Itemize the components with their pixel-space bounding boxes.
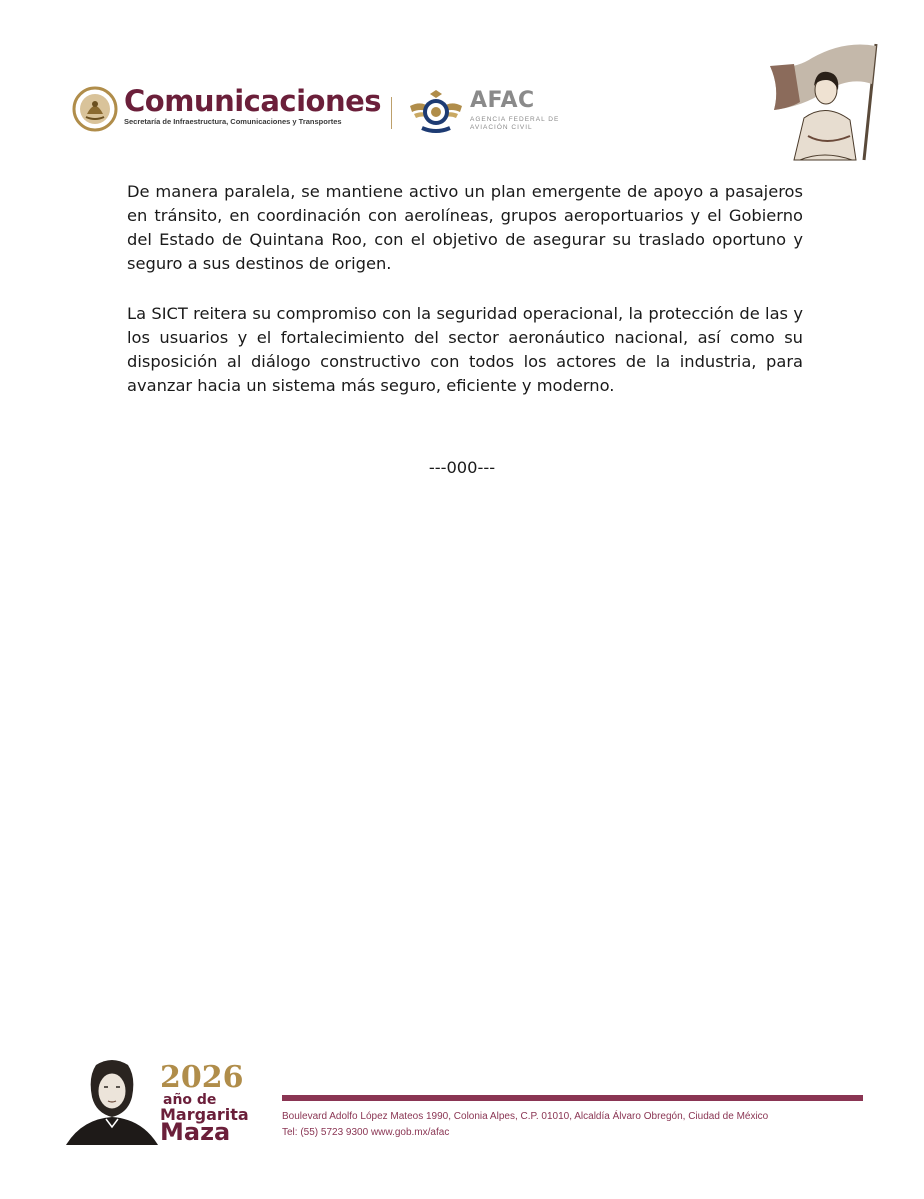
afac-emblem-icon xyxy=(408,88,464,136)
brand-subtitle: Secretaría de Infraestructura, Comunicaciones y Transportes xyxy=(124,117,342,126)
closing-mark: ---000--- xyxy=(428,458,496,477)
margarita-maza-portrait-illustration xyxy=(62,1057,160,1145)
year-badge-number: 2026 xyxy=(160,1060,244,1095)
year-badge-first-name: Margarita xyxy=(160,1105,249,1124)
heroine-flag-illustration xyxy=(764,40,884,164)
release-body xyxy=(127,180,803,424)
afac-subtitle: AGENCIA FEDERAL DE AVIACIÓN CIVIL xyxy=(470,116,560,131)
footer-address: Boulevard Adolfo López Mateos 1990, Colonia Alpes, C.P. 01010, Alcaldía Álvaro Obregón, Ciudad de México xyxy=(282,1111,769,1122)
year-badge-line: año de xyxy=(163,1092,217,1108)
coat-of-arms-icon xyxy=(72,86,118,132)
footer-contact: Tel: (55) 5723 9300 www.gob.mx/afac xyxy=(282,1127,450,1138)
year-badge-last-name: Maza xyxy=(160,1118,231,1146)
paragraph-2: La SICT reitera su compromiso con la seguridad operacional, la protección de las y los usuarios y el fortalecimiento del sector aeronáutico nacional, así como su disposición al diálogo constructivo con todos los actores de la industria, para avanzar hacia un sistema más seguro, eficiente y moderno. xyxy=(127,304,803,395)
footer-rule xyxy=(282,1095,863,1101)
afac-name: AFAC xyxy=(470,88,535,113)
header-divider xyxy=(391,97,392,129)
paragraph-1: De manera paralela, se mantiene activo un plan emergente de apoyo a pasajeros en tránsito, en coordinación con aerolíneas, grupos aeroportuarios y el Gobierno del Estado de Quintana Roo, con el objetivo de asegurar su traslado oportuno y seguro a sus destinos de origen. xyxy=(127,182,803,273)
brand-name: Comunicaciones xyxy=(124,84,382,118)
brand-block xyxy=(124,84,381,126)
